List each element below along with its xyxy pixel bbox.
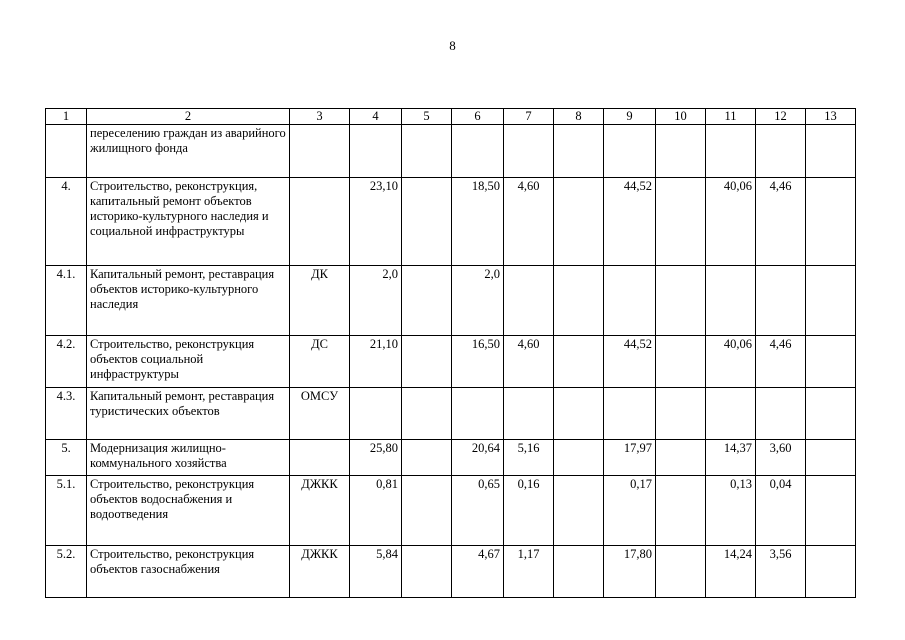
cell-c7: 5,16 <box>504 440 554 476</box>
cell-c13 <box>806 266 856 336</box>
cell-c13 <box>806 125 856 178</box>
cell-code: ДЖКК <box>290 476 350 546</box>
cell-c10 <box>656 440 706 476</box>
header-cell: 11 <box>706 109 756 125</box>
cell-c5 <box>402 546 452 598</box>
cell-c9 <box>604 125 656 178</box>
cell-c8 <box>554 336 604 388</box>
cell-c10 <box>656 546 706 598</box>
cell-code: ДЖКК <box>290 546 350 598</box>
header-cell: 6 <box>452 109 504 125</box>
cell-c10 <box>656 125 706 178</box>
cell-c5 <box>402 476 452 546</box>
header-cell: 10 <box>656 109 706 125</box>
cell-code: ОМСУ <box>290 388 350 440</box>
cell-c4: 0,81 <box>350 476 402 546</box>
header-cell: 12 <box>756 109 806 125</box>
cell-c6 <box>452 388 504 440</box>
cell-c8 <box>554 125 604 178</box>
cell-c6 <box>452 125 504 178</box>
cell-c10 <box>656 178 706 266</box>
cell-c11: 40,06 <box>706 178 756 266</box>
cell-c11 <box>706 266 756 336</box>
cell-c5 <box>402 178 452 266</box>
header-row <box>46 109 856 125</box>
cell-c7 <box>504 266 554 336</box>
cell-c4: 23,10 <box>350 178 402 266</box>
cell-c13 <box>806 476 856 546</box>
page-number: 8 <box>449 38 456 53</box>
cell-code <box>290 178 350 266</box>
cell-num: 5. <box>46 440 87 476</box>
cell-c9: 17,80 <box>604 546 656 598</box>
header-cell: 3 <box>290 109 350 125</box>
cell-c5 <box>402 336 452 388</box>
cell-c8 <box>554 546 604 598</box>
cell-c8 <box>554 266 604 336</box>
cell-c12: 4,46 <box>756 178 806 266</box>
cell-c4: 21,10 <box>350 336 402 388</box>
cell-c6: 20,64 <box>452 440 504 476</box>
cell-desc: Строительство, реконструкция объектов газоснабжения <box>87 546 290 598</box>
cell-c6: 0,65 <box>452 476 504 546</box>
cell-c12 <box>756 125 806 178</box>
cell-c6: 16,50 <box>452 336 504 388</box>
cell-c11 <box>706 125 756 178</box>
cell-c7 <box>504 125 554 178</box>
cell-num: 4. <box>46 178 87 266</box>
cell-code <box>290 440 350 476</box>
header-cell: 5 <box>402 109 452 125</box>
cell-code <box>290 125 350 178</box>
table-row <box>46 546 856 598</box>
cell-c11: 40,06 <box>706 336 756 388</box>
header-cell: 2 <box>87 109 290 125</box>
table-row <box>46 266 856 336</box>
cell-c11 <box>706 388 756 440</box>
cell-c6: 4,67 <box>452 546 504 598</box>
cell-c7 <box>504 388 554 440</box>
cell-c10 <box>656 476 706 546</box>
cell-c13 <box>806 336 856 388</box>
cell-c10 <box>656 336 706 388</box>
cell-desc: Капитальный ремонт, реставрация объектов историко-культурного наследия <box>87 266 290 336</box>
header-cell: 1 <box>46 109 87 125</box>
table-row <box>46 336 856 388</box>
cell-desc: Строительство, реконструкция объектов водоснабжения и водоотведения <box>87 476 290 546</box>
cell-c10 <box>656 388 706 440</box>
cell-num <box>46 125 87 178</box>
cell-code: ДК <box>290 266 350 336</box>
cell-c6: 2,0 <box>452 266 504 336</box>
header-cell: 13 <box>806 109 856 125</box>
cell-c4: 5,84 <box>350 546 402 598</box>
cell-c13 <box>806 546 856 598</box>
cell-c9: 44,52 <box>604 336 656 388</box>
header-cell: 9 <box>604 109 656 125</box>
cell-desc: Строительство, реконструкция, капитальный ремонт объектов историко-культурного наследия и социальной инфраструктуры <box>87 178 290 266</box>
cell-c4: 25,80 <box>350 440 402 476</box>
cell-c5 <box>402 388 452 440</box>
cell-desc: переселению граждан из аварийного жилищного фонда <box>87 125 290 178</box>
header-cell: 7 <box>504 109 554 125</box>
cell-c8 <box>554 476 604 546</box>
cell-c12 <box>756 388 806 440</box>
cell-c5 <box>402 266 452 336</box>
cell-c9: 0,17 <box>604 476 656 546</box>
cell-c8 <box>554 178 604 266</box>
cell-c10 <box>656 266 706 336</box>
cell-desc: Модернизация жилищно-коммунального хозяйства <box>87 440 290 476</box>
cell-c4 <box>350 125 402 178</box>
cell-c13 <box>806 178 856 266</box>
cell-num: 4.2. <box>46 336 87 388</box>
cell-code: ДС <box>290 336 350 388</box>
cell-c12: 3,56 <box>756 546 806 598</box>
cell-c7: 4,60 <box>504 178 554 266</box>
cell-c12: 0,04 <box>756 476 806 546</box>
table-row <box>46 476 856 546</box>
cell-c5 <box>402 440 452 476</box>
cell-c8 <box>554 388 604 440</box>
cell-c5 <box>402 125 452 178</box>
cell-c9 <box>604 266 656 336</box>
cell-c11: 0,13 <box>706 476 756 546</box>
cell-c11: 14,24 <box>706 546 756 598</box>
table-row <box>46 125 856 178</box>
cell-num: 4.3. <box>46 388 87 440</box>
cell-c13 <box>806 440 856 476</box>
cell-c7: 4,60 <box>504 336 554 388</box>
cell-c8 <box>554 440 604 476</box>
cell-c13 <box>806 388 856 440</box>
header-cell: 4 <box>350 109 402 125</box>
cell-desc: Строительство, реконструкция объектов социальной инфраструктуры <box>87 336 290 388</box>
cell-desc: Капитальный ремонт, реставрация туристических объектов <box>87 388 290 440</box>
cell-c12 <box>756 266 806 336</box>
data-table <box>45 108 856 598</box>
cell-c7: 1,17 <box>504 546 554 598</box>
cell-num: 5.1. <box>46 476 87 546</box>
cell-c4 <box>350 388 402 440</box>
cell-c9 <box>604 388 656 440</box>
cell-num: 4.1. <box>46 266 87 336</box>
cell-c11: 14,37 <box>706 440 756 476</box>
cell-num: 5.2. <box>46 546 87 598</box>
cell-c12: 3,60 <box>756 440 806 476</box>
cell-c9: 44,52 <box>604 178 656 266</box>
cell-c9: 17,97 <box>604 440 656 476</box>
table-row <box>46 440 856 476</box>
cell-c7: 0,16 <box>504 476 554 546</box>
cell-c12: 4,46 <box>756 336 806 388</box>
cell-c4: 2,0 <box>350 266 402 336</box>
table-row <box>46 388 856 440</box>
header-cell: 8 <box>554 109 604 125</box>
table-row <box>46 178 856 266</box>
cell-c6: 18,50 <box>452 178 504 266</box>
